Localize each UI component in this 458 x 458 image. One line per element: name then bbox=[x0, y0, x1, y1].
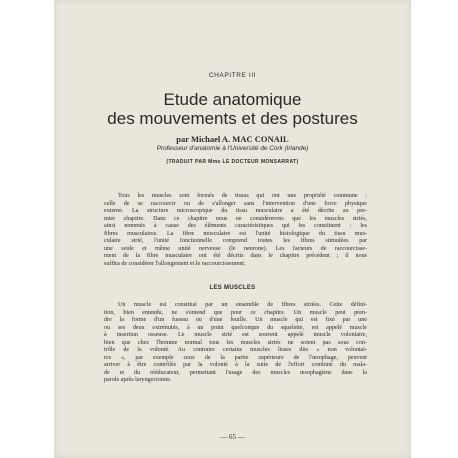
paragraph-line: de et du rééducateur, permettant l'usage des muscles œsophagiens dans la bbox=[104, 369, 367, 376]
paragraph-line: à insertion osseuse. Le muscle strié est souvent appelé muscle volontaire, bbox=[104, 332, 367, 339]
paragraph-line: suffira de considérer l'allongement et le raccourcissement. bbox=[104, 260, 246, 267]
intro-paragraph bbox=[104, 193, 367, 268]
paragraph-line: bien que chez l'homme normal tous les muscles striés ne soient pas sous con- bbox=[104, 339, 367, 346]
section-heading: LES MUSCLES bbox=[209, 285, 256, 291]
paragraph-line: culaire strié, l'unité fonctionnelle comprend toutes les fibres stimulées par bbox=[104, 238, 367, 245]
paragraph-line: mier chapitre. Dans ce chapitre nous ne considérerons que les muscles striés, bbox=[104, 215, 367, 222]
paragraph-line: trôle de la volonté. Au contraire certains muscles lisses dits « non volontai- bbox=[104, 347, 367, 354]
paragraph-line: tion, bien entendu, ne s'entend que pour ce chapitre. Un muscle peut pren- bbox=[104, 309, 367, 316]
chapter-label: CHAPITRE III bbox=[208, 72, 257, 79]
author-line: par Michael A. MAC CONAIL bbox=[176, 134, 289, 144]
chapter-title bbox=[54, 90, 411, 128]
paragraph-line: Tous les muscles sont formés de tissus qui ont une propriété commune : bbox=[118, 193, 367, 199]
paragraph-line: ainsi nommés à cause des éléments caractéristiques qui les constituent : les bbox=[104, 223, 367, 230]
author-affiliation: Professeur d'anatomie à l'Université de Cork (Irlande) bbox=[156, 145, 309, 152]
translator-credit: (TRADUIT PAR Mme LE DOCTEUR MONSARRAT) bbox=[166, 159, 299, 165]
paragraph-line: une seule et même unité nerveuse (le neurone). Les facteurs de raccourcisse- bbox=[104, 245, 367, 252]
paragraph-line: fibres musculaires. La fibre musculaire est l'unité histologique du tissu mus- bbox=[104, 230, 367, 237]
paragraph-line: Un muscle est constitué par un ensemble de fibres striées. Cette défini- bbox=[118, 302, 367, 308]
document-page bbox=[54, 0, 411, 458]
paragraph-line: ment de la fibre musculaire ont été décrits dans le chapitre précédent ; il nous bbox=[104, 253, 367, 260]
paragraph-line: parole après laryngectomie. bbox=[104, 377, 172, 384]
title-line-2: des mouvements et des postures bbox=[107, 109, 358, 128]
page-number: — 65 — bbox=[220, 433, 245, 441]
paragraph-line: externe. La structure microscopique du tissu musculaire a été décrite au pre- bbox=[104, 208, 367, 215]
paragraph-line: res », par exemple ceux de la partie supérieure de l'œsophage, peuvent bbox=[104, 354, 367, 361]
paragraph-line: dre la forme d'un fuseau ou d'une feuille. Un muscle qui est fixé par une bbox=[104, 317, 367, 324]
title-line-1: Etude anatomique bbox=[163, 90, 302, 109]
paragraph-line: arriver à être contrôlés par la volonté à la suite de l'effort combiné du mala- bbox=[104, 362, 367, 369]
paragraph-line: ou ses deux extrémités, à un point quelconque du squelette, est appelé muscle bbox=[104, 324, 367, 331]
paragraph-line: celle de se raccourcir ou de s'allonger sans l'intervention d'une force physique bbox=[104, 200, 367, 207]
muscles-paragraph bbox=[104, 302, 367, 385]
